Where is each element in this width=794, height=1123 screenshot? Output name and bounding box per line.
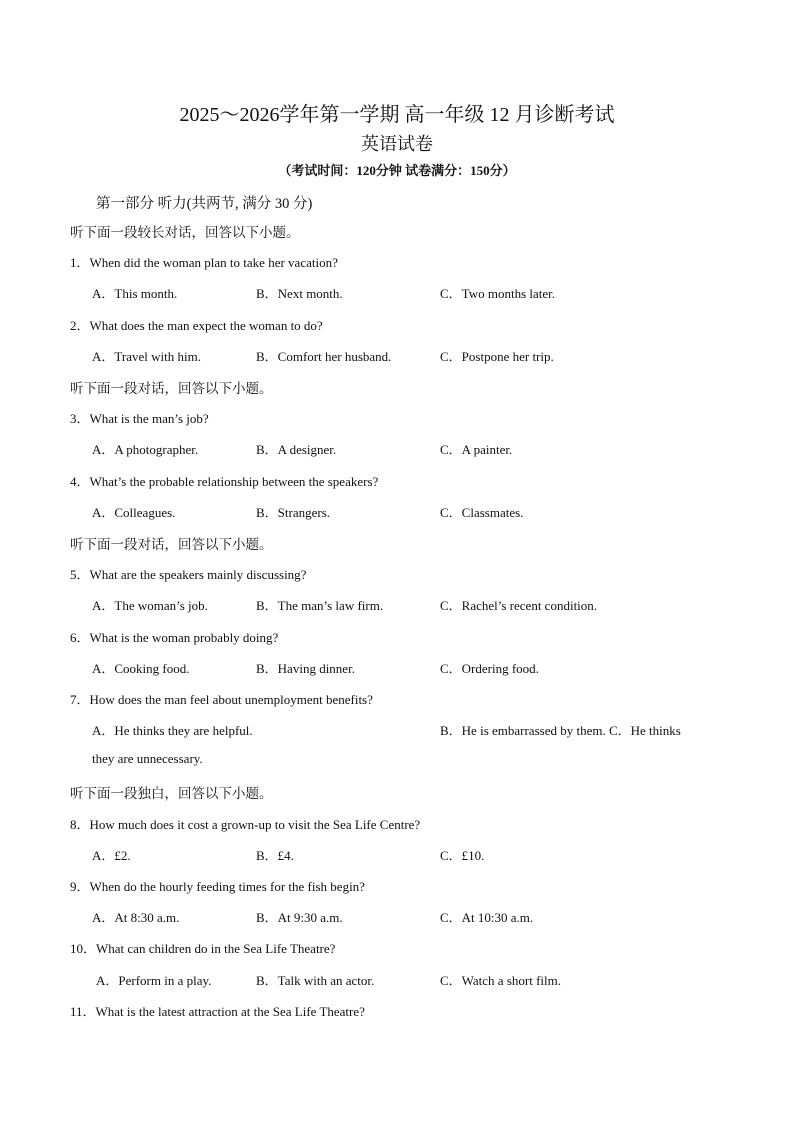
question-8: 8．How much does it cost a grown-up to visit the Sea Life Centre? (70, 817, 421, 832)
exam-info: （考试时间：120分钟 试卷满分：150分） (278, 163, 516, 178)
option-a: A．£2. (92, 848, 131, 863)
option-c: C．At 10:30 a.m. (440, 910, 534, 925)
option-c: C．Rachel’s recent condition. (440, 598, 598, 613)
option-a: A．Cooking food. (92, 661, 190, 676)
question-5: 5．What are the speakers mainly discussing? (70, 567, 307, 582)
option-c: C．A painter. (440, 442, 513, 457)
question-3: 3．What is the man’s job? (70, 411, 209, 426)
option-b-c: B．He is embarrassed by them. C．He thinks (440, 723, 681, 738)
option-b: B．The man’s law firm. (256, 598, 384, 613)
option-a: A．A photographer. (92, 442, 199, 457)
question-7: 7．How does the man feel about unemployment benefits? (70, 692, 373, 707)
option-b: B．Having dinner. (256, 661, 355, 676)
option-c: C．Watch a short film. (440, 973, 561, 988)
option-c: C．Two months later. (440, 286, 556, 301)
option-a: A．The woman’s job. (92, 598, 208, 613)
option-c: C．Ordering food. (440, 661, 539, 676)
option-a: A．Colleagues. (92, 505, 176, 520)
instruction: 听下面一段较长对话，回答以下小题。 (70, 225, 300, 240)
question-2: 2．What does the man expect the woman to do? (70, 318, 323, 333)
section-heading: 第一部分 听力(共两节, 满分 30 分) (96, 196, 313, 212)
option-b: B．At 9:30 a.m. (256, 910, 343, 925)
option-b: B．Comfort her husband. (256, 349, 392, 364)
option-a: A．He thinks they are helpful. (92, 723, 253, 738)
option-c: C．£10. (440, 848, 485, 863)
option-b: B．Next month. (256, 286, 343, 301)
option-b: B．Talk with an actor. (256, 973, 375, 988)
option-c: C．Postpone her trip. (440, 349, 554, 364)
instruction: 听下面一段对话，回答以下小题。 (70, 381, 273, 396)
option-c-continued: they are unnecessary. (92, 751, 203, 766)
page-title: 2025～2026学年第一学期 高一年级 12 月诊断考试 (179, 104, 615, 126)
question-9: 9．When do the hourly feeding times for the fish begin? (70, 879, 365, 894)
option-a: A．Travel with him. (92, 349, 201, 364)
option-a: A．This month. (92, 286, 178, 301)
page-subtitle: 英语试卷 (361, 134, 433, 154)
option-a: A．Perform in a play. (96, 973, 212, 988)
instruction: 听下面一段对话，回答以下小题。 (70, 537, 273, 552)
option-b: B．A designer. (256, 442, 337, 457)
option-c: C．Classmates. (440, 505, 524, 520)
question-11: 11．What is the latest attraction at the Sea Life Theatre? (70, 1004, 365, 1019)
option-a: A．At 8:30 a.m. (92, 910, 180, 925)
question-4: 4．What’s the probable relationship between the speakers? (70, 474, 379, 489)
question-1: 1．When did the woman plan to take her vacation? (70, 255, 338, 270)
option-b: B．£4. (256, 848, 294, 863)
option-b: B．Strangers. (256, 505, 331, 520)
question-10: 10．What can children do in the Sea Life Theatre? (70, 941, 336, 956)
instruction: 听下面一段独白，回答以下小题。 (70, 786, 273, 801)
question-6: 6．What is the woman probably doing? (70, 630, 279, 645)
